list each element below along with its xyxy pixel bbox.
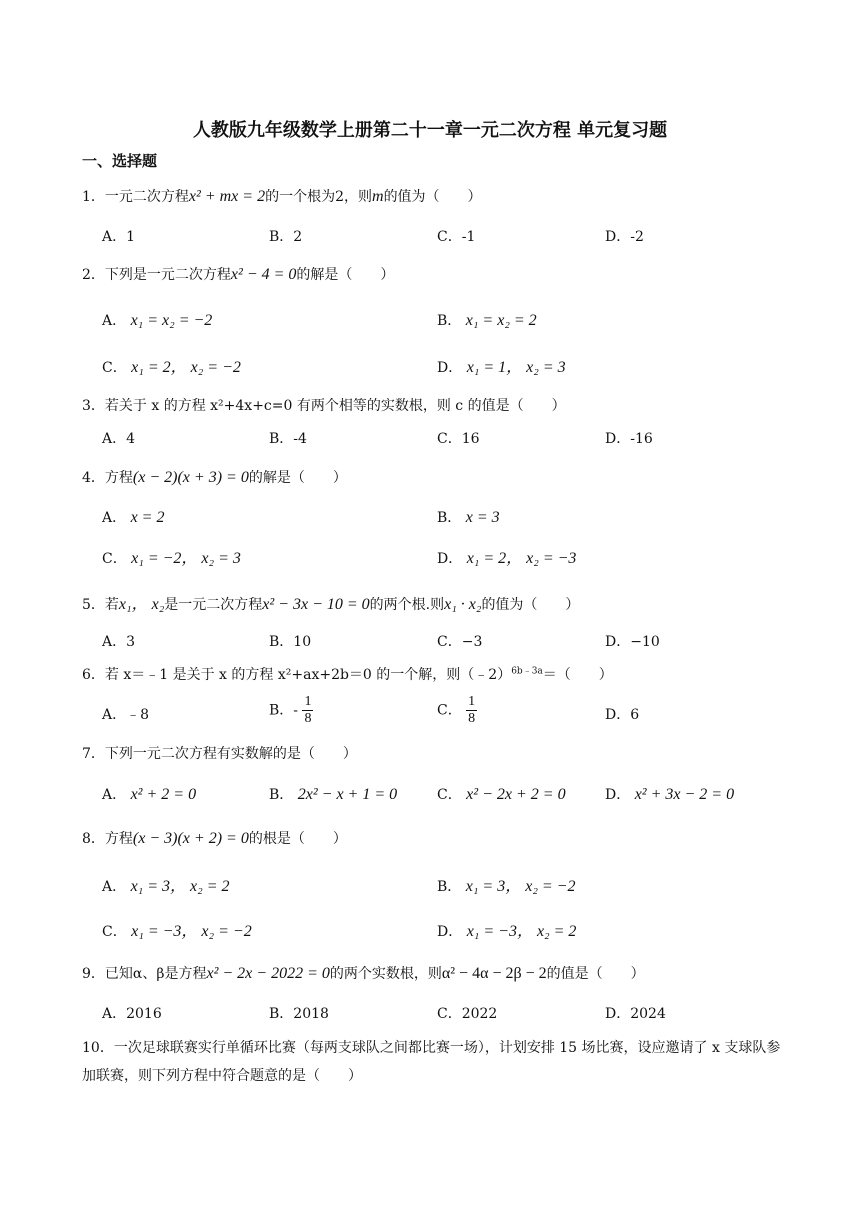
question-text: 的值为（ ） (383, 189, 482, 205)
option-label: D． (605, 787, 631, 803)
option-d: D．−10 (605, 634, 660, 650)
option-d: D．-2 (605, 229, 644, 245)
option-b (269, 784, 397, 804)
option-c (437, 784, 566, 804)
option-c (437, 694, 477, 727)
option-label: B．- (269, 702, 299, 719)
option-a: A．3 (102, 634, 136, 650)
numerator: 1 (468, 694, 476, 709)
option-label: B． (437, 510, 462, 526)
question-text: 下列是一元二次方程 (104, 267, 231, 283)
option-b (437, 507, 500, 527)
option-answer: x₁ = −3， x₂ = 2 (466, 923, 577, 940)
option-label: B． (437, 313, 462, 329)
option-answer: x² + 3x − 2 = 0 (634, 786, 735, 803)
question-text: 方程 (104, 470, 133, 486)
question-9 (82, 963, 645, 983)
numerator: 1 (304, 694, 312, 709)
question-10: 10．一次足球联赛实行单循环比赛（每两支球队之间都比赛一场），计划安排 15 场比赛，设应邀请了 x 支球队参加联赛，则下列方程中符合题意的是（ ） (82, 1040, 781, 1084)
option-answer: x₁ = 3， x₂ = −2 (465, 878, 576, 895)
fraction (466, 694, 477, 727)
option-c: C．-1 (437, 229, 476, 245)
question-text: 的值是（ ） (546, 966, 645, 982)
question-text: 6．若 x＝﹣1 是关于 x 的方程 x²+ax+2b＝0 的一个解，则（﹣2） (82, 667, 512, 683)
variable: m (372, 188, 384, 205)
option-answer: x = 2 (130, 509, 165, 526)
question-text: 方程 (104, 831, 133, 847)
option-label: D． (437, 551, 463, 567)
question-text: 的两个根.则 (369, 597, 445, 613)
option-d (605, 784, 734, 804)
option-d: D．2024 (605, 1006, 666, 1022)
option-b (437, 873, 575, 896)
option-label: D． (437, 924, 463, 940)
option-c (102, 918, 252, 941)
question-2 (82, 264, 394, 284)
question-text: 一元二次方程 (104, 189, 189, 205)
question-number: 2． (82, 267, 105, 283)
expression: α² − 4α − 2β − 2 (441, 965, 547, 982)
equation: (x − 2)(x + 3) = 0 (132, 469, 249, 486)
question-4 (82, 467, 347, 487)
option-b: B．-4 (269, 431, 307, 447)
option-d (437, 545, 576, 568)
option-c: C．2022 (437, 1006, 498, 1022)
option-c: C．−3 (437, 634, 483, 650)
section-heading: 一、选择题 (82, 152, 158, 170)
question-text: 的根是（ ） (248, 831, 347, 847)
roots: x₁， x₂ (118, 596, 165, 613)
option-answer: x₁ = −2， x₂ = 3 (131, 550, 241, 567)
option-label: C． (437, 702, 462, 719)
question-text: 的两个实数根，则 (329, 966, 442, 982)
question-text: 的解是（ ） (296, 267, 395, 283)
denominator: 8 (468, 711, 476, 726)
option-c: C．16 (437, 431, 480, 447)
option-a: A．1 (102, 229, 136, 245)
option-label: C． (437, 787, 462, 803)
option-d: D．-16 (605, 431, 653, 447)
equation: x² − 4 = 0 (230, 266, 297, 283)
fraction (302, 694, 313, 727)
option-answer: x₁ = x₂ = 2 (465, 312, 537, 329)
option-b (437, 310, 537, 330)
option-a: A．4 (102, 431, 136, 447)
option-a: A．2016 (102, 1006, 162, 1022)
option-label: C． (102, 360, 127, 376)
option-label: A． (102, 879, 127, 895)
question-1 (82, 186, 482, 206)
question-number: 5． (82, 597, 105, 613)
option-answer: x₁ = x₂ = −2 (130, 312, 213, 329)
option-answer: x₁ = 2， x₂ = −2 (131, 359, 241, 376)
option-a (102, 784, 196, 804)
question-text: 若 (104, 597, 119, 613)
option-d (437, 354, 566, 377)
page-title: 人教版九年级数学上册第二十一章一元二次方程 单元复习题 (192, 120, 668, 141)
option-a (102, 310, 212, 330)
product: x₁ · x₂ (444, 596, 482, 613)
option-b (269, 694, 313, 727)
question-number: 4． (82, 470, 105, 486)
option-label: C． (102, 551, 127, 567)
question-6 (82, 664, 613, 684)
question-text: 的值为（ ） (481, 597, 580, 613)
option-label: B． (269, 787, 294, 803)
option-label: D． (437, 360, 463, 376)
question-text: 是一元二次方程 (164, 597, 263, 613)
option-a (102, 507, 164, 527)
option-answer: 2x² − x + 1 = 0 (297, 786, 398, 803)
equation: x² + mx = 2 (188, 188, 266, 205)
option-b: B．2018 (269, 1006, 329, 1022)
option-a (102, 873, 230, 896)
option-label: C． (102, 924, 127, 940)
option-a: A．﹣8 (102, 707, 150, 723)
equation: x² − 3x − 10 = 0 (262, 596, 370, 613)
question-text: 已知α、β是方程 (104, 966, 207, 982)
option-answer: x₁ = 1， x₂ = 3 (466, 359, 566, 376)
option-answer: x² − 2x + 2 = 0 (466, 786, 566, 803)
option-c (102, 354, 241, 377)
question-text: ＝（ ） (542, 667, 613, 683)
denominator: 8 (304, 711, 312, 726)
option-b: B．10 (269, 634, 312, 650)
equation: (x − 3)(x + 2) = 0 (132, 830, 249, 847)
option-answer: x₁ = 2， x₂ = −3 (466, 550, 577, 567)
option-answer: x₁ = 3， x₂ = 2 (130, 878, 230, 895)
exponent: 6b﹣3a (511, 666, 543, 677)
question-text: 的解是（ ） (248, 470, 347, 486)
option-d (437, 918, 576, 941)
question-5 (82, 591, 579, 614)
option-c (102, 545, 241, 568)
option-d: D．6 (605, 707, 640, 723)
option-b: B．2 (269, 229, 303, 245)
question-number: 1． (82, 189, 105, 205)
question-number: 8． (82, 831, 105, 847)
question-7: 7．下列一元二次方程有实数解的是（ ） (82, 746, 357, 762)
option-label: A． (102, 787, 127, 803)
equation: x² − 2x − 2022 = 0 (206, 965, 330, 982)
option-label: A． (102, 313, 127, 329)
option-answer: x = 3 (465, 509, 500, 526)
question-8 (82, 828, 347, 848)
option-answer: x² + 2 = 0 (130, 786, 197, 803)
question-text: 的一个根为2，则 (265, 189, 372, 205)
option-answer: x₁ = −3， x₂ = −2 (131, 923, 252, 940)
question-number: 9． (82, 966, 105, 982)
question-3: 3．若关于 x 的方程 x²+4x+c=0 有两个相等的实数根，则 c 的值是（ ） (82, 398, 566, 414)
option-label: A． (102, 510, 127, 526)
option-label: B． (437, 879, 462, 895)
